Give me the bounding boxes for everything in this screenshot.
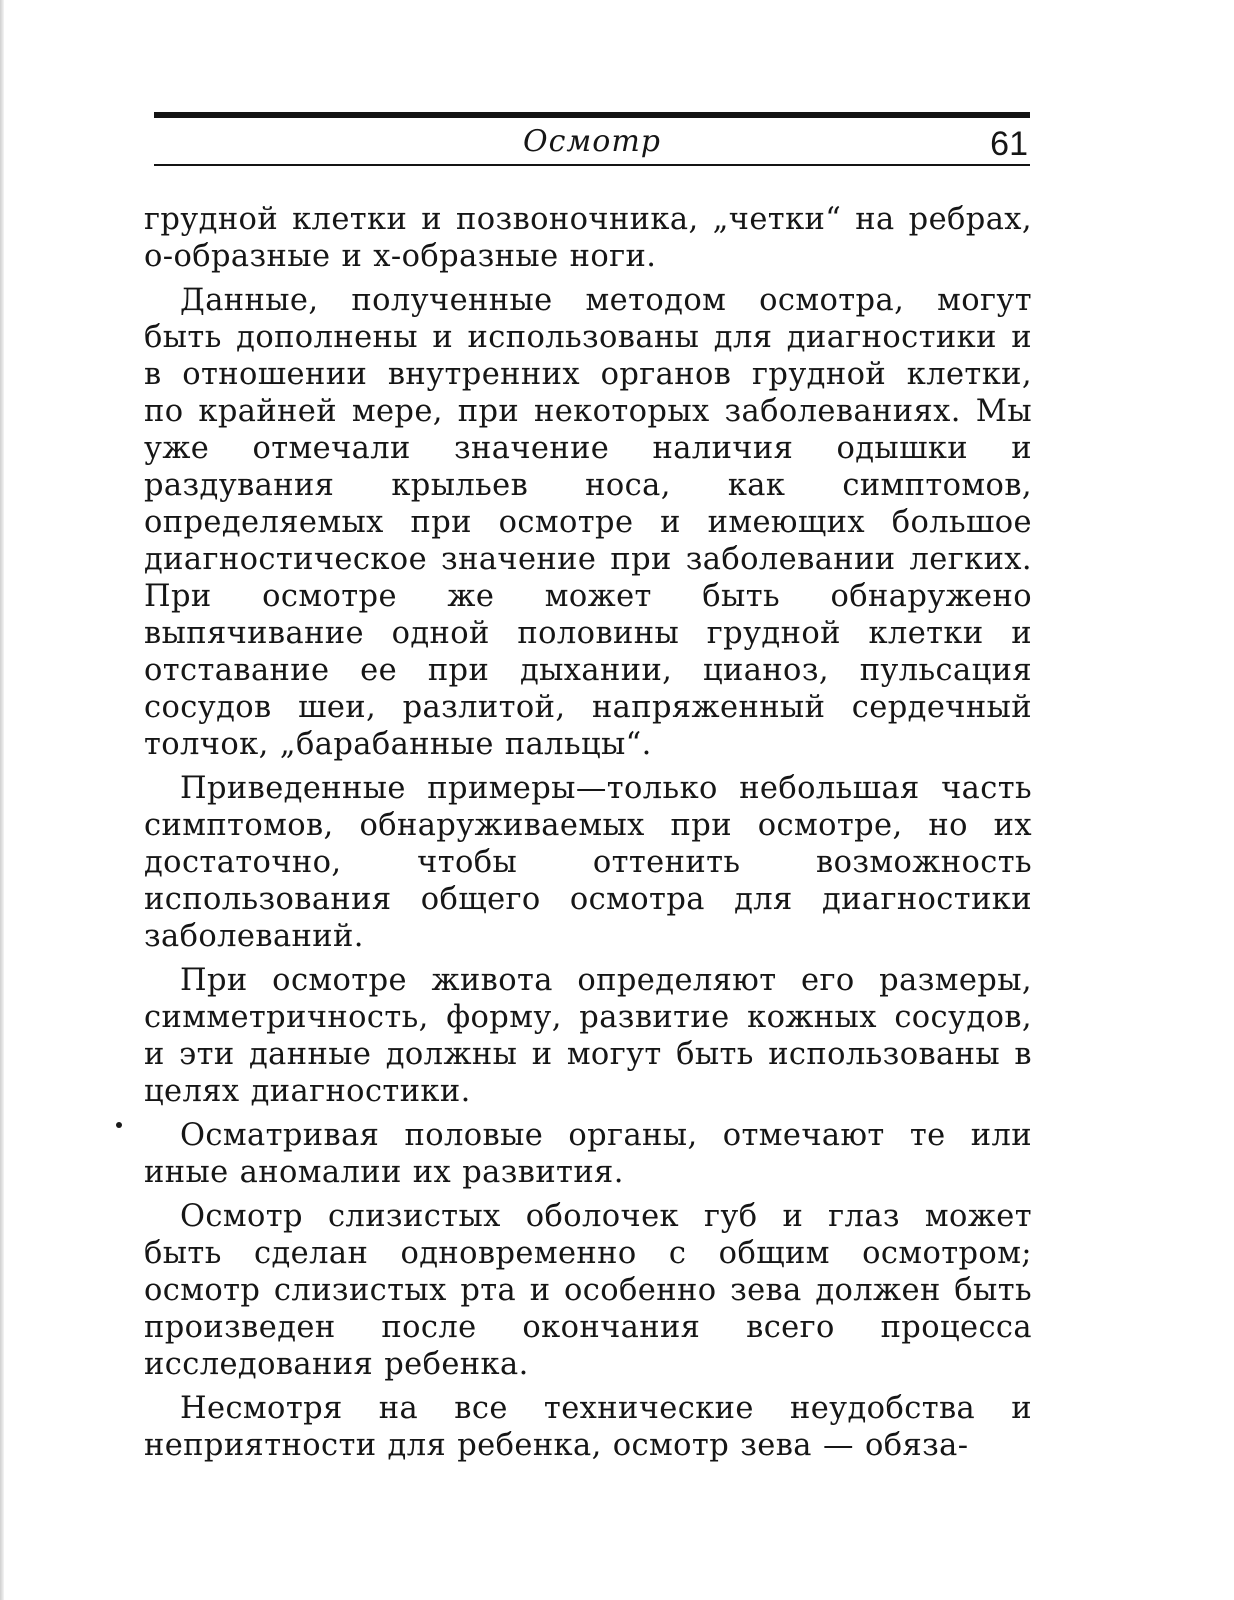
page-header bbox=[154, 112, 1030, 168]
running-title: Осмотр bbox=[523, 124, 661, 159]
paragraph: При осмотре живота определяют его размеры, симметричность, форму, развитие кожных сосудов, и эти данные должны и могут быть использованы в целях диагностики. bbox=[144, 963, 1032, 1109]
header-rule-top bbox=[154, 112, 1030, 118]
margin-speck bbox=[116, 1122, 122, 1128]
paragraph: Осматривая половые органы, отмечают те или иные аномалии их развития. bbox=[144, 1118, 1032, 1190]
header-rule-bottom bbox=[154, 164, 1030, 166]
page-number: 61 bbox=[990, 125, 1028, 163]
paragraph: Несмотря на все технические неудобства и неприятности для ребенка, осмотр зева — обяза- bbox=[144, 1391, 1032, 1463]
paragraph: Осмотр слизистых оболочек губ и глаз может быть сделан одновременно с общим осмотром; осмотр слизистых рта и особенно зева должен быть произведен после окончания всего процесса исследования ребенка. bbox=[144, 1199, 1032, 1382]
paragraph-continuation: грудной клетки и позвоночника, „четки“ на ребрах, о-образные и х-образные ноги. bbox=[144, 202, 1032, 274]
body-text bbox=[144, 201, 1032, 1471]
paragraph: Приведенные примеры—только небольшая часть симптомов, обнаруживаемых при осмотре, но их достаточно, чтобы оттенить возможность использования общего осмотра для диагностики заболеваний. bbox=[144, 771, 1032, 954]
page-edge bbox=[0, 0, 4, 1600]
paragraph: Данные, полученные методом осмотра, могут быть дополнены и использованы для диагностики и в отношении внутренних органов грудной клетки, по крайней мере, при некоторых заболеваниях. Мы уже отмечали значение наличия одышки и раздувания крыльев носа, как симптомов, определяемых при осмотре и имеющих большое диагностическое значение при заболевании легких. При осмотре же может быть обнаружено выпячивание одной половины грудной клетки и отставание ее при дыхании, цианоз, пульсация сосудов шеи, разлитой, напряженный сердечный толчок, „барабанные пальцы“. bbox=[144, 283, 1032, 762]
